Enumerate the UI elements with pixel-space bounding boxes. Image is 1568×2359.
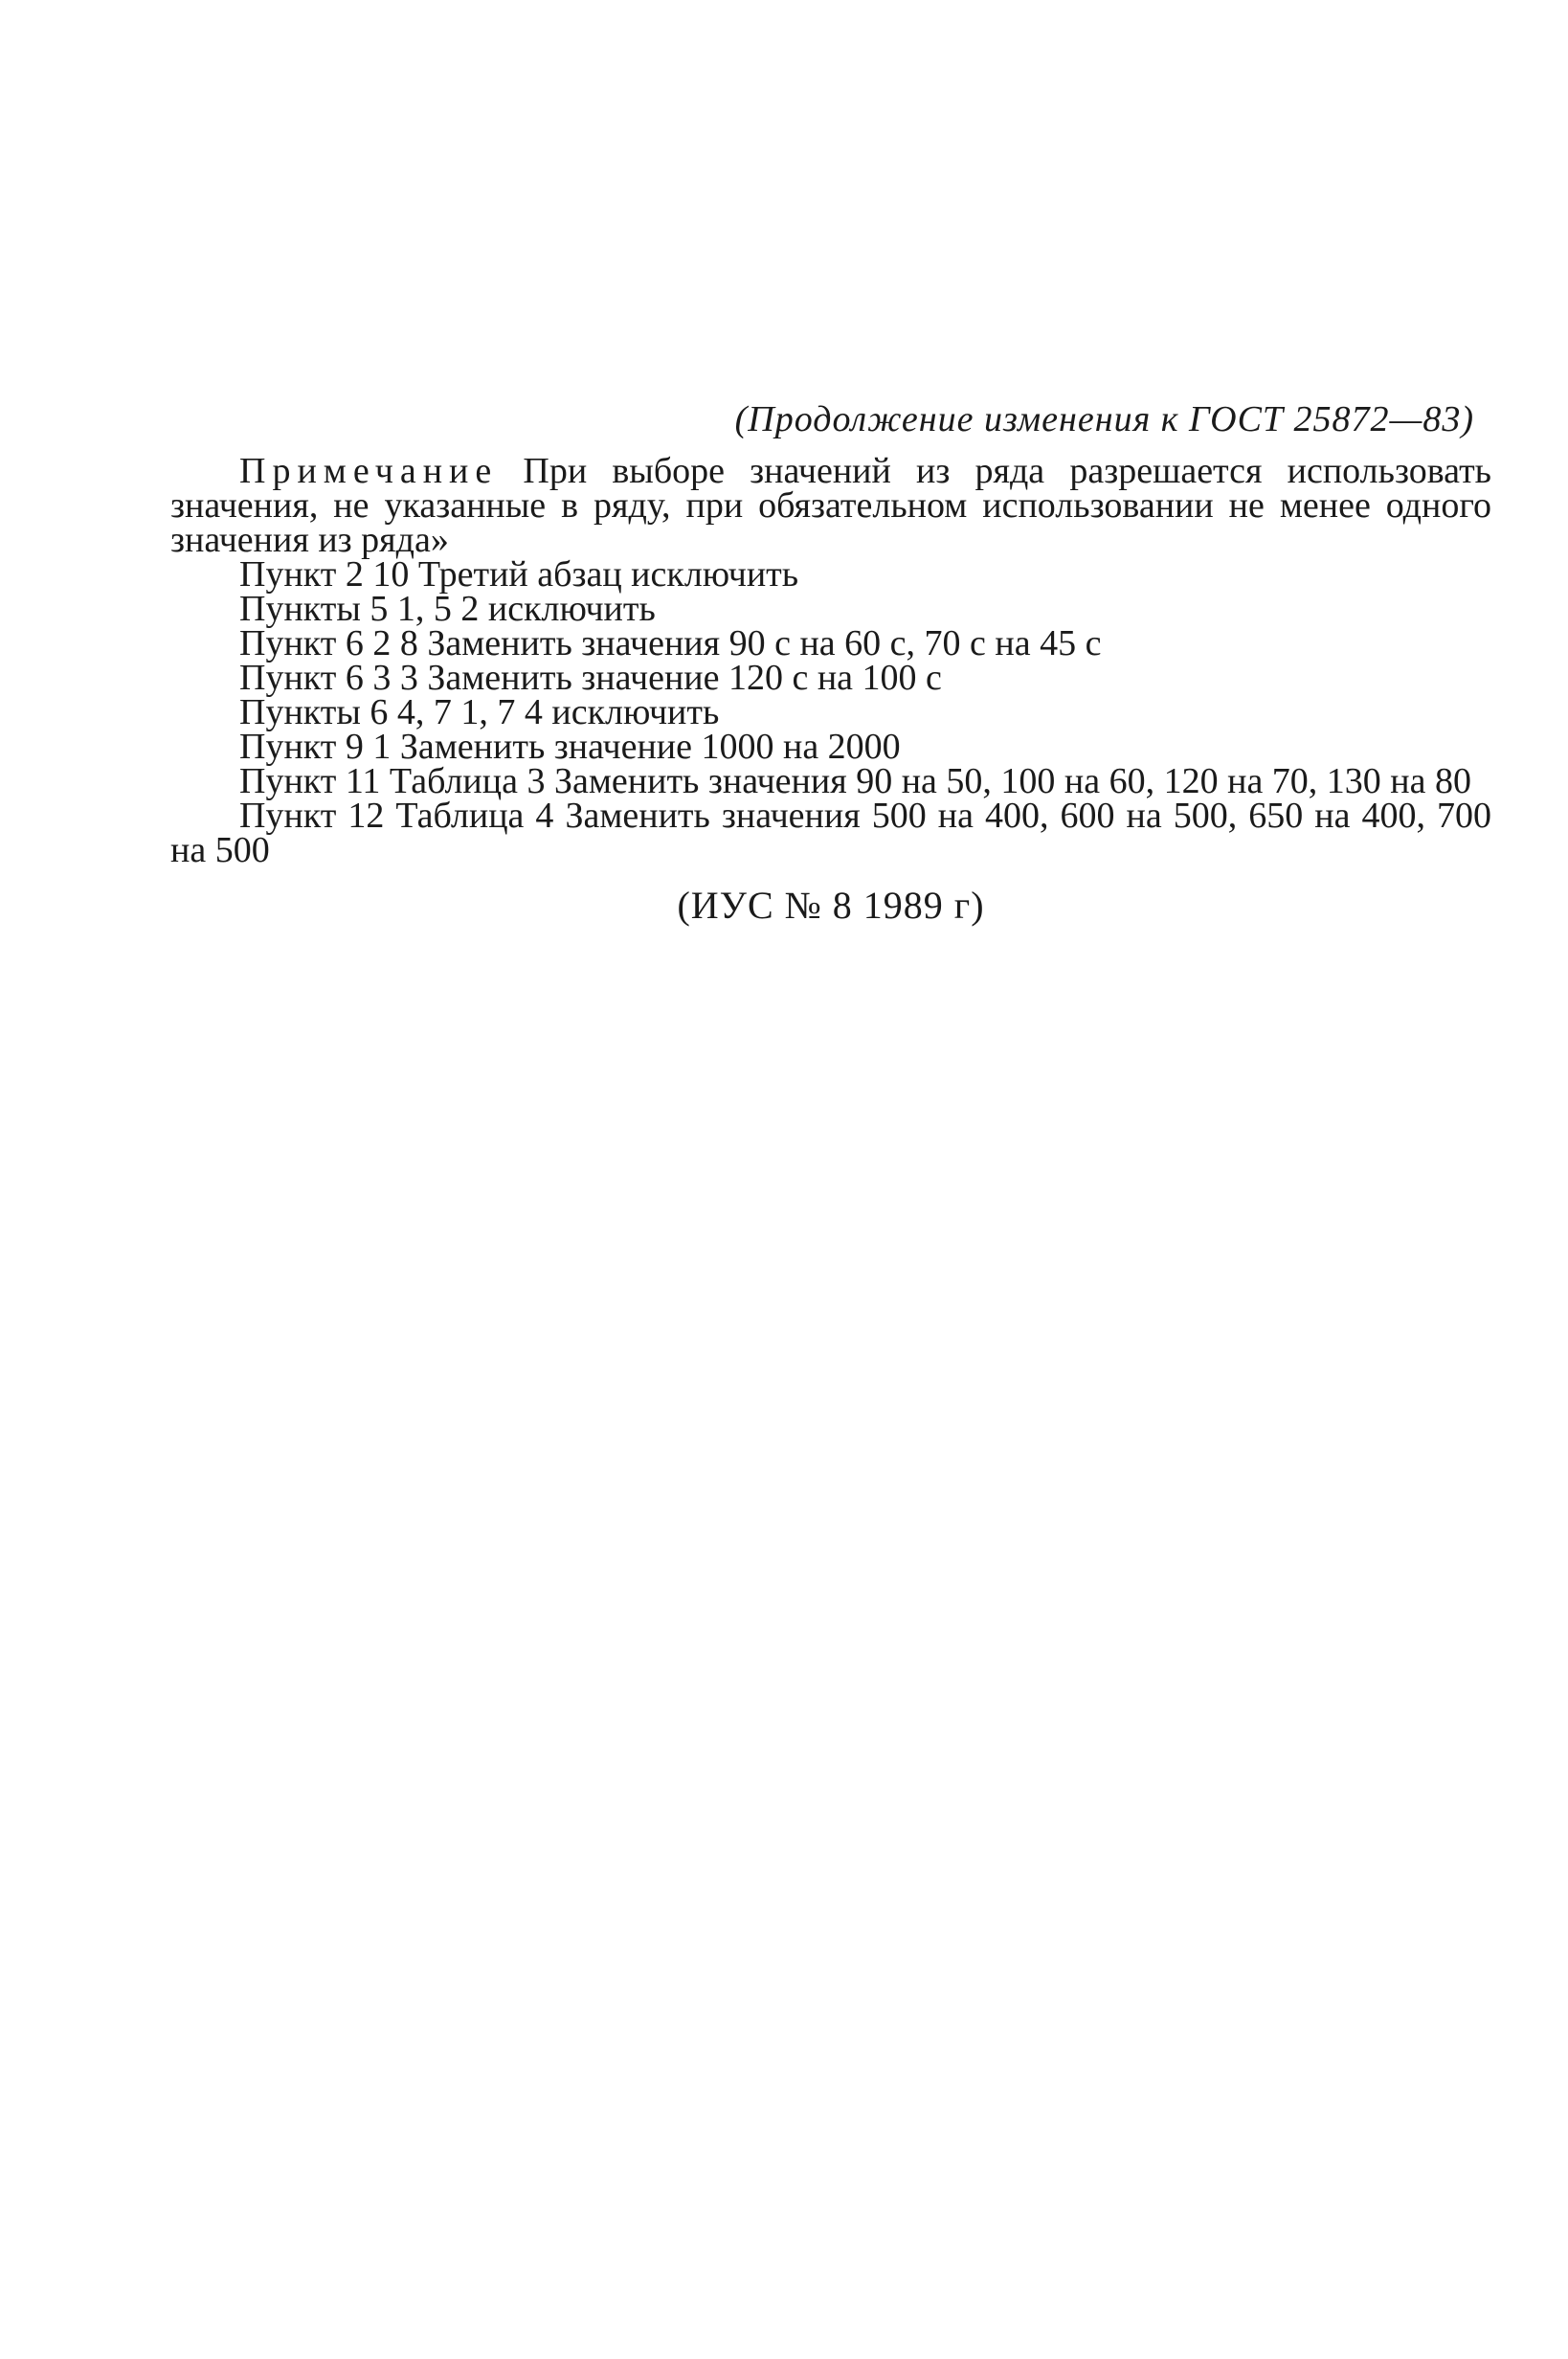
amendment-line-1: Пункт 2 10 Третий абзац исключить [239, 554, 799, 595]
note-paragraph [170, 451, 1492, 560]
amendment-table3: Пункт 11 Таблица 3 Заменить значения 90 на 50, 100 на 60, 120 на 70, 130 на 80 [239, 761, 1472, 801]
amendment-line-3: Пункт 6 2 8 Заменить значения 90 с на 60 с, 70 с на 45 с [239, 623, 1102, 663]
amendment-table4: Пункт 12 Таблица 4 Заменить значения 500 на 400, 600 на 500, 650 на 400, 700 на 500 [170, 796, 1491, 870]
amendment-line-6: Пункт 9 1 Заменить значение 1000 на 2000 [239, 727, 901, 767]
source-reference: (ИУС № 8 1989 г) [677, 884, 985, 927]
amendment-line-5: Пункты 6 4, 7 1, 7 4 исключить [239, 692, 720, 732]
amendment-line-4: Пункт 6 3 3 Заменить значение 120 с на 100 с [239, 658, 942, 698]
note-text: При выборе значений из ряда разрешается использовать значения, не указанные в ряду, при обязательном использовании не менее одного значения из ряда» [170, 451, 1492, 560]
note-label: Примечание [239, 451, 499, 491]
amendment-line-2: Пункты 5 1, 5 2 исключить [239, 589, 656, 629]
document-body [170, 399, 1492, 927]
continuation-header: (Продолжение изменения к ГОСТ 25872—83) [734, 399, 1474, 439]
